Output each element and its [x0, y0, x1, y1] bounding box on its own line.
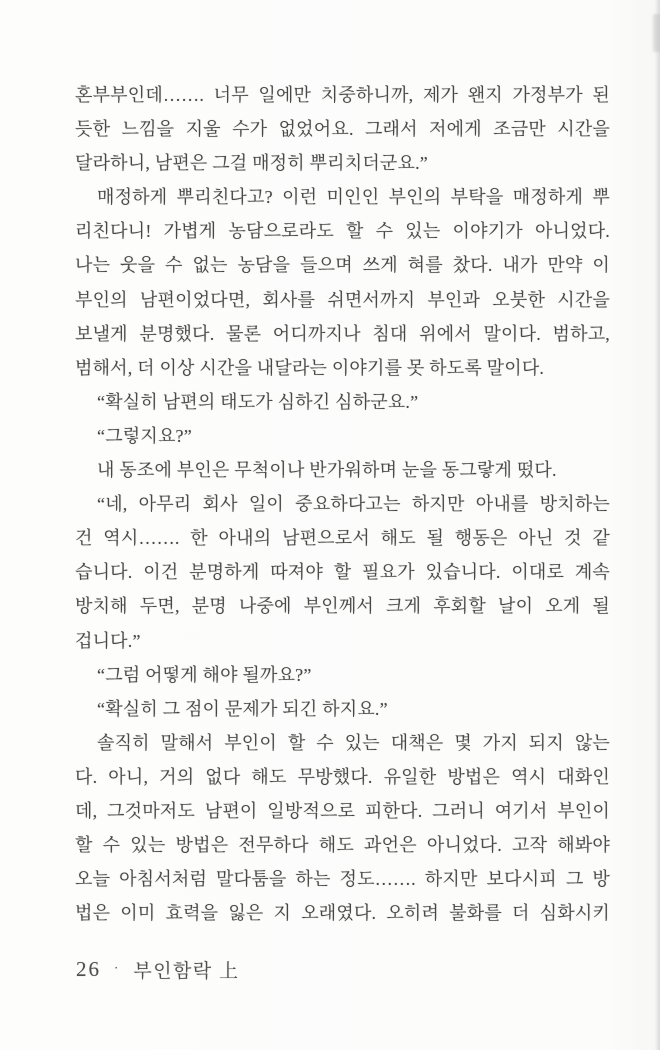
text-line: 건 역시……. 한 아내의 남편으로서 해도 될 행동은 아닌 것 같 — [75, 528, 610, 549]
text-line: 리친다니! 가볍게 농담으로라도 할 수 있는 이야기가 아니었다. — [75, 221, 610, 242]
text-line: 솔직히 말해서 부인이 할 수 있는 대책은 몇 가지 되지 않는 — [97, 732, 610, 753]
text-line: 범해서, 더 이상 시간을 내달라는 이야기를 못 하도록 말이다. — [75, 357, 545, 378]
book-title: 부인함락 上 — [133, 961, 240, 982]
text-line: “확실히 남편의 태도가 심하긴 심하군요.” — [97, 391, 419, 412]
text-line: 할 수 있는 방법은 전무하다 해도 과언은 아니었다. 고작 해봐야 — [75, 835, 610, 856]
page-footer — [76, 956, 240, 983]
text-line: 방치해 두면, 분명 나중에 부인께서 크게 후회할 날이 오게 될 — [75, 596, 610, 617]
body-text-block — [75, 78, 610, 930]
scan-edge-shadow — [655, 0, 660, 1050]
text-line: 겁니다.” — [75, 630, 141, 651]
text-line: 다. 아니, 거의 없다 해도 무방했다. 유일한 방법은 역시 대화인 — [75, 766, 610, 787]
text-line: 보낼게 분명했다. 물론 어디까지나 침대 위에서 말이다. 범하고, — [75, 323, 610, 344]
scan-smudge-artifact — [653, 14, 660, 52]
text-line: 듯한 느낌을 지울 수가 없었어요. 그래서 저에게 조금만 시간을 — [75, 119, 610, 140]
text-line: “네, 아무리 회사 일이 중요하다고는 하지만 아내를 방치하는 — [97, 494, 610, 515]
text-line: 오늘 아침서처럼 말다툼을 하는 정도……. 하지만 보다시피 그 방 — [75, 869, 610, 890]
page-number: 26 — [76, 957, 101, 981]
footer-separator-dot: · — [114, 959, 119, 975]
text-line: “그렇지요?” — [97, 425, 192, 446]
text-line: 데, 그것마저도 남편이 일방적으로 피한다. 그러니 여기서 부인이 — [75, 800, 610, 821]
text-line: 부인의 남편이었다면, 회사를 쉬면서까지 부인과 오붓한 시간을 — [75, 289, 610, 310]
text-line: 매정하게 뿌리친다고? 이런 미인인 부인의 부탁을 매정하게 뿌 — [97, 187, 610, 208]
text-line: 습니다. 이건 분명하게 따져야 할 필요가 있습니다. 이대로 계속 — [75, 562, 610, 583]
text-line: 내 동조에 부인은 무척이나 반가워하며 눈을 동그랗게 떴다. — [97, 460, 557, 481]
text-line: “그럼 어떻게 해야 될까요?” — [97, 664, 312, 685]
text-line: 달라하니, 남편은 그걸 매정히 뿌리치더군요.” — [75, 153, 428, 174]
text-line: “확실히 그 점이 문제가 되긴 하지요.” — [97, 698, 388, 719]
text-line: 법은 이미 효력을 잃은 지 오래였다. 오히려 불화를 더 심화시키 — [75, 903, 610, 924]
text-line: 혼부부인데……. 너무 일에만 치중하니까, 제가 왠지 가정부가 된 — [75, 85, 610, 105]
text-line: 나는 웃을 수 없는 농담을 들으며 쓰게 혀를 찼다. 내가 만약 이 — [75, 255, 610, 276]
